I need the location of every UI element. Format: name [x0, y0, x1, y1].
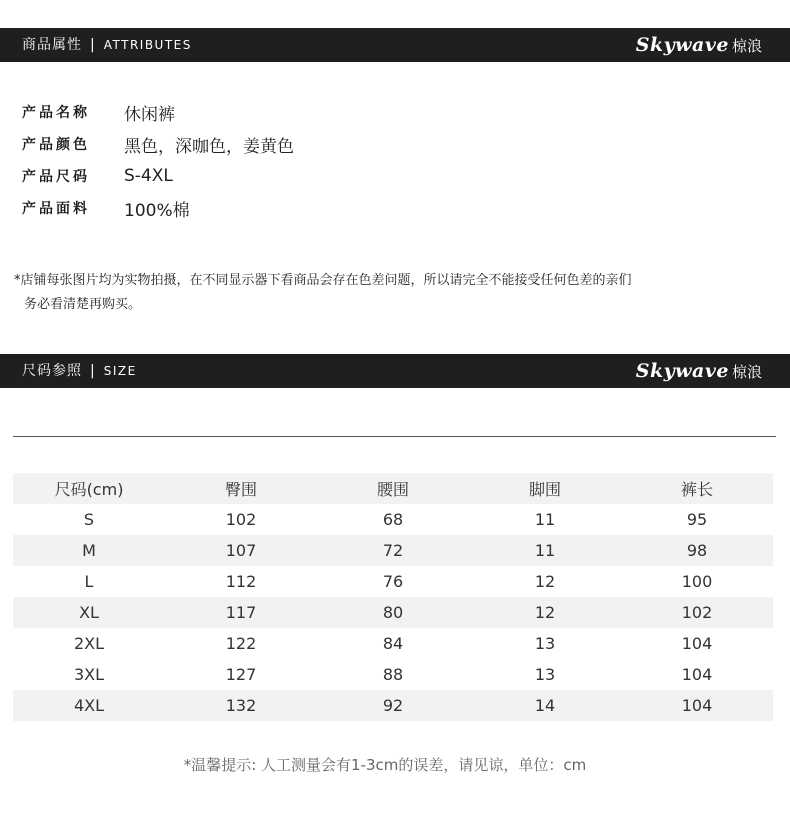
table-cell: 2XL — [73, 634, 105, 653]
brand-name-cn: 椋浪 — [731, 363, 762, 381]
table-cell: 14 — [469, 690, 621, 721]
attributes-title-en: ATTRIBUTES — [103, 38, 192, 52]
table-cell: 12 — [534, 572, 556, 591]
table-cell: 12 — [469, 597, 621, 628]
table-cell: 68 — [382, 510, 404, 529]
attributes-title-separator: | — [90, 37, 96, 53]
table-cell: 4XL — [13, 690, 165, 721]
column-header-hip: 臀围 — [165, 473, 317, 504]
attribute-row-fabric — [22, 192, 294, 224]
table-cell: 80 — [317, 597, 469, 628]
table-cell: 102 — [225, 510, 257, 529]
table-row — [13, 535, 773, 566]
table-row — [13, 566, 773, 597]
attribute-label: 产品名称 — [22, 105, 90, 121]
attribute-row-size — [22, 160, 294, 192]
table-cell: 117 — [165, 597, 317, 628]
attribute-label: 产品面料 — [22, 201, 90, 217]
table-cell: 98 — [621, 535, 773, 566]
attributes-header-title — [22, 28, 192, 62]
table-cell: 13 — [534, 634, 556, 653]
attribute-row-color — [22, 128, 294, 160]
size-title-en: SIZE — [103, 364, 137, 378]
brand-logo — [636, 28, 762, 62]
table-cell: 88 — [382, 665, 404, 684]
size-title-cn: 尺码参照 — [22, 363, 82, 379]
product-attribute-list — [22, 96, 294, 224]
measurement-footnote: *温馨提示: 人工测量会有1-3cm的误差，请见谅，单位：cm — [183, 756, 587, 774]
brand-name-cn: 椋浪 — [731, 37, 762, 55]
section-divider — [13, 436, 776, 437]
size-title-separator: | — [90, 363, 96, 379]
column-header-waist: 腰围 — [317, 473, 469, 504]
table-cell: 112 — [225, 572, 257, 591]
table-cell: 11 — [469, 535, 621, 566]
attribute-label: 产品颜色 — [22, 137, 90, 153]
table-cell: 72 — [317, 535, 469, 566]
attribute-row-name — [22, 96, 294, 128]
table-cell: 127 — [225, 665, 257, 684]
table-cell: 3XL — [73, 665, 105, 684]
column-header-length: 裤长 — [621, 473, 773, 504]
attribute-value: 黑色，深咖色，姜黄色 — [124, 136, 294, 157]
table-cell: 76 — [382, 572, 404, 591]
table-row — [13, 628, 773, 659]
attributes-header-bar — [0, 28, 790, 62]
size-header-title — [22, 354, 137, 388]
column-header-leg-opening: 脚围 — [469, 473, 621, 504]
table-cell: M — [13, 535, 165, 566]
brand-logo-text: Skywave — [635, 360, 729, 382]
table-row — [13, 504, 773, 535]
table-cell: 132 — [165, 690, 317, 721]
table-cell: 100 — [681, 572, 713, 591]
size-header-bar — [0, 354, 790, 388]
table-cell: S — [83, 510, 95, 529]
table-header-row — [13, 473, 773, 504]
table-cell: 95 — [686, 510, 708, 529]
table-cell: L — [84, 572, 94, 591]
attributes-title-cn: 商品属性 — [22, 37, 82, 53]
table-cell: 104 — [621, 690, 773, 721]
notice-line: 务必看清楚再购买。 — [24, 297, 142, 312]
size-chart-table — [13, 473, 773, 721]
notice-line: *店铺每张图片均为实物拍摄，在不同显示器下看商品会存在色差问题，所以请完全不能接受任何色差的亲们 — [14, 273, 632, 288]
table-row — [13, 659, 773, 690]
table-row — [13, 597, 773, 628]
attribute-value: 休闲裤 — [124, 104, 175, 125]
table-cell: 13 — [534, 665, 556, 684]
table-row — [13, 690, 773, 721]
attribute-value: S-4XL — [124, 166, 173, 186]
color-difference-notice — [14, 269, 754, 317]
attribute-value: 100%棉 — [124, 200, 190, 221]
table-cell: 92 — [317, 690, 469, 721]
table-cell: 104 — [681, 665, 713, 684]
table-cell: 11 — [534, 510, 556, 529]
table-cell: 122 — [225, 634, 257, 653]
table-cell: XL — [13, 597, 165, 628]
table-cell: 104 — [681, 634, 713, 653]
table-cell: 107 — [165, 535, 317, 566]
table-cell: 102 — [621, 597, 773, 628]
brand-logo-text: Skywave — [635, 34, 729, 56]
attribute-label: 产品尺码 — [22, 169, 90, 185]
column-header-size: 尺码(cm) — [13, 473, 165, 504]
table-cell: 84 — [382, 634, 404, 653]
brand-logo — [636, 354, 762, 388]
